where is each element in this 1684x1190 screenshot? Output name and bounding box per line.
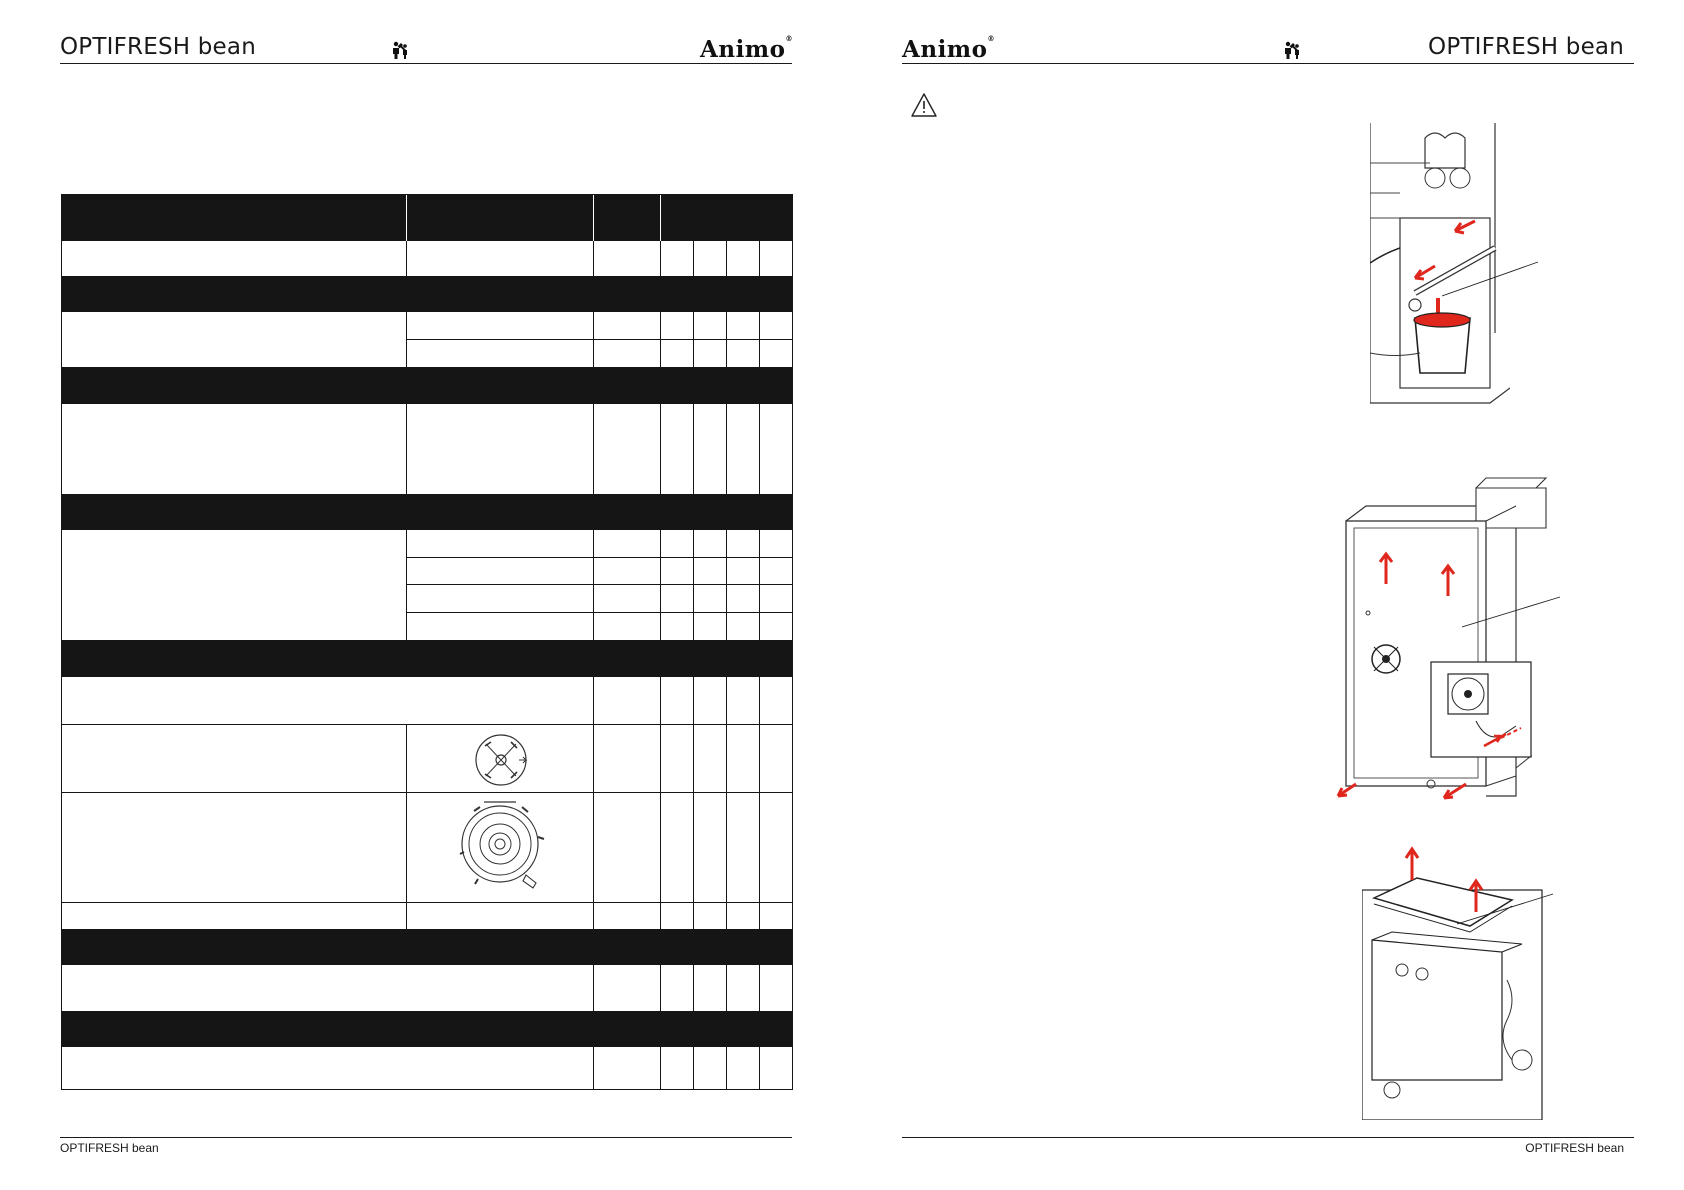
boiler-lid-figure: [1362, 840, 1562, 1120]
footer-text: OPTIFRESH bean: [1525, 1141, 1624, 1155]
burr-carrier-illustration: [454, 797, 554, 897]
callout-line: [1457, 890, 1557, 930]
header-rule: [60, 63, 792, 64]
callout-line: [1442, 260, 1542, 300]
footer-rule: [902, 1137, 1634, 1138]
header-rule: [902, 63, 1634, 64]
rear-panel-figure: [1336, 466, 1556, 816]
logo-text: Animo: [700, 36, 786, 63]
technician-icon: [1282, 40, 1302, 60]
callout-line: [1462, 593, 1562, 633]
footer-text: OPTIFRESH bean: [60, 1141, 159, 1155]
table-frame: [61, 194, 793, 1090]
grinder-disc-illustration: [471, 728, 535, 792]
animo-logo: Animo®: [700, 34, 793, 63]
animo-logo: Animo®: [902, 34, 995, 63]
footer-rule: [60, 1137, 792, 1138]
logo-text: Animo: [902, 36, 988, 63]
header-title: OPTIFRESH bean: [1428, 34, 1624, 60]
header-title: OPTIFRESH bean: [60, 34, 256, 60]
right-page: [842, 0, 1684, 1190]
maintenance-table: [61, 194, 793, 1090]
technician-icon: [390, 40, 410, 60]
warning-triangle-icon: [910, 92, 938, 118]
